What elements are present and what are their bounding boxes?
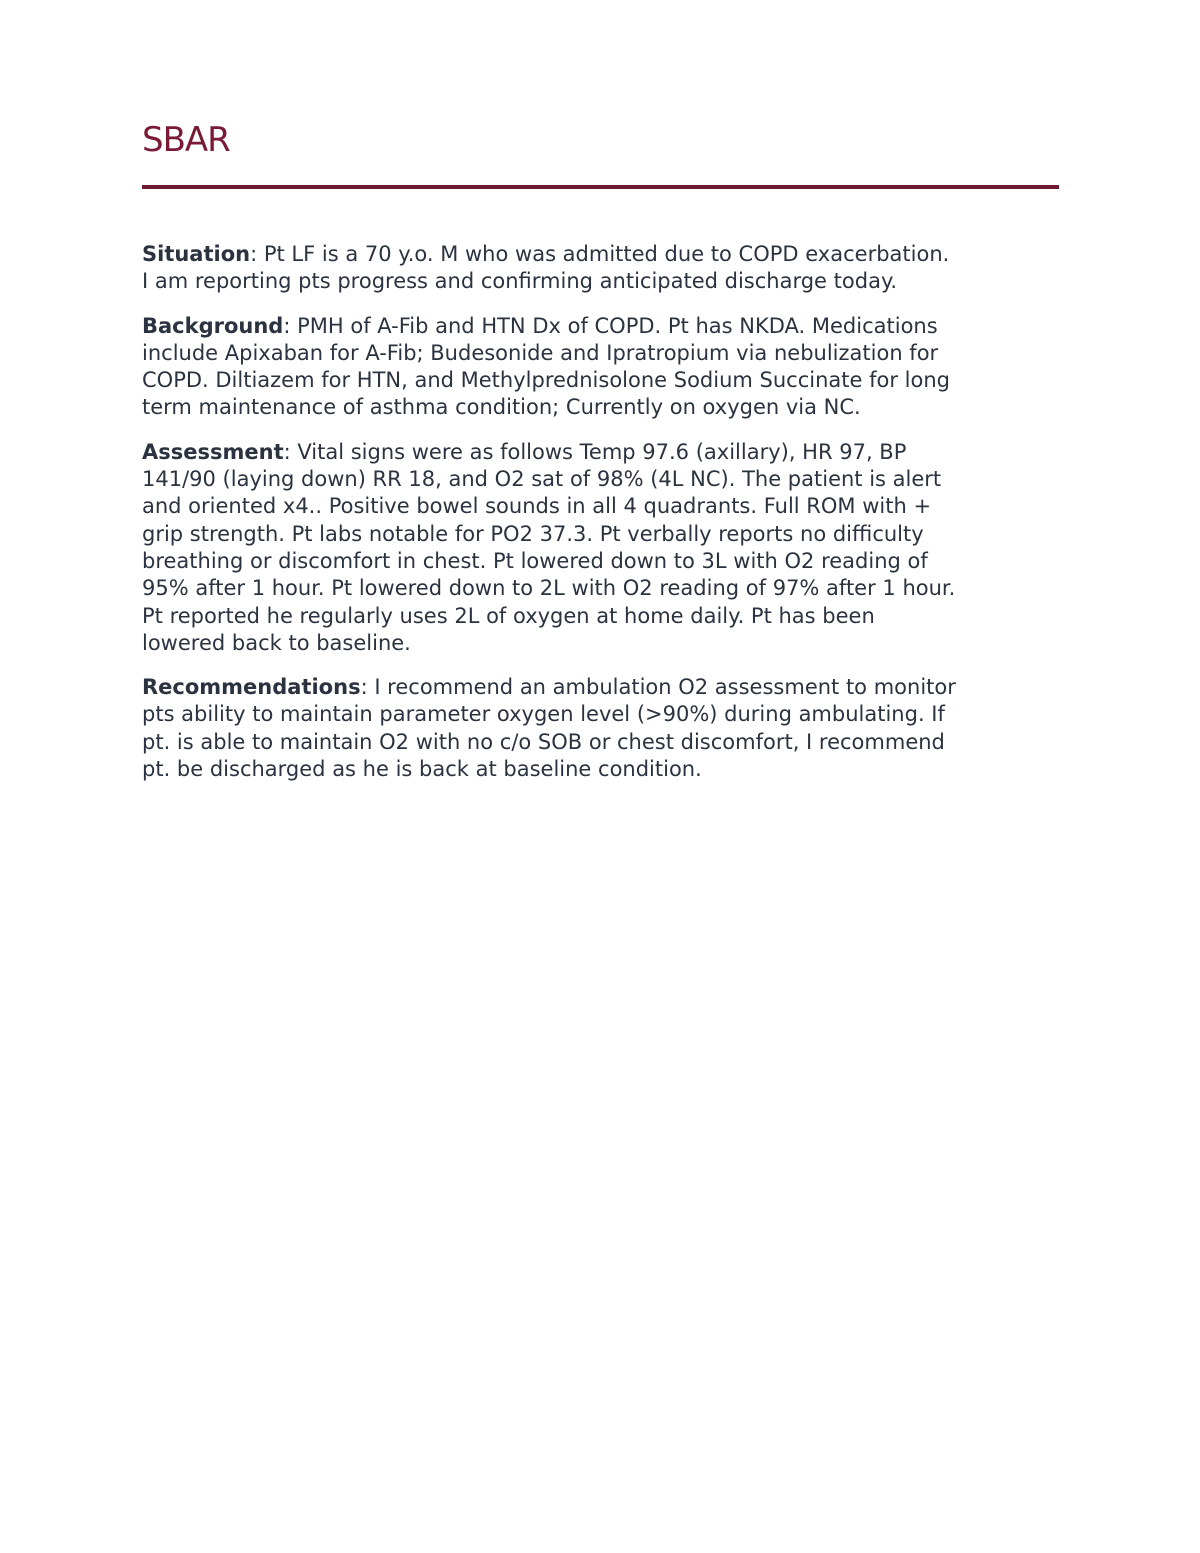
section-line: 141/90 (laying down) RR 18, and O2 sat of 98% (4L NC). The patient is alert [142, 467, 942, 492]
section-label-assessment: Assessment [142, 439, 284, 464]
section-line: I am reporting pts progress and confirming anticipated discharge today. [142, 269, 898, 294]
section-situation [142, 241, 1062, 296]
section-text: : I recommend an ambulation O2 assessment to monitor [360, 675, 956, 700]
section-label-recommendations: Recommendations [142, 675, 361, 700]
section-recommendations [142, 674, 1062, 783]
section-line: and oriented x4.. Positive bowel sounds in all 4 quadrants. Full ROM with + [142, 494, 932, 519]
section-line: pt. be discharged as he is back at baseline condition. [142, 757, 702, 782]
section-line: COPD. Diltiazem for HTN, and Methylprednisolone Sodium Succinate for long [142, 368, 950, 393]
document-body [142, 241, 1062, 800]
section-line: pts ability to maintain parameter oxygen level (>90%) during ambulating. If [142, 702, 945, 727]
section-label-situation: Situation [142, 242, 251, 266]
section-line: 95% after 1 hour. Pt lowered down to 2L with O2 reading of 97% after 1 hour. [142, 576, 956, 601]
section-line: grip strength. Pt labs notable for PO2 37.3. Pt verbally reports no difficulty [142, 521, 924, 546]
section-line: Pt reported he regularly uses 2L of oxygen at home daily. Pt has been [142, 603, 875, 628]
section-line [142, 241, 1062, 268]
section-line: include Apixaban for A-Fib; Budesonide and Ipratropium via nebulization for [142, 340, 939, 365]
title-divider [142, 185, 1059, 189]
section-background [142, 313, 1062, 422]
section-assessment [142, 439, 1062, 657]
section-line: lowered back to baseline. [142, 630, 411, 655]
section-line: pt. is able to maintain O2 with no c/o SOB or chest discomfort, I recommend [142, 729, 945, 754]
section-text: : Vital signs were as follows Temp 97.6 (axillary), HR 97, BP [283, 439, 907, 464]
section-text: : Pt LF is a 70 y.o. M who was admitted due to COPD exacerbation. [250, 242, 950, 266]
section-line: breathing or discomfort in chest. Pt lowered down to 3L with O2 reading of [142, 548, 928, 573]
section-line [142, 439, 1062, 466]
section-line [142, 674, 1062, 701]
section-line: term maintenance of asthma condition; Currently on oxygen via NC. [142, 395, 861, 420]
section-line [142, 313, 1062, 340]
section-label-background: Background [142, 313, 284, 338]
section-text: : PMH of A-Fib and HTN Dx of COPD. Pt has NKDA. Medications [283, 313, 938, 338]
document-title: SBAR [142, 120, 230, 160]
